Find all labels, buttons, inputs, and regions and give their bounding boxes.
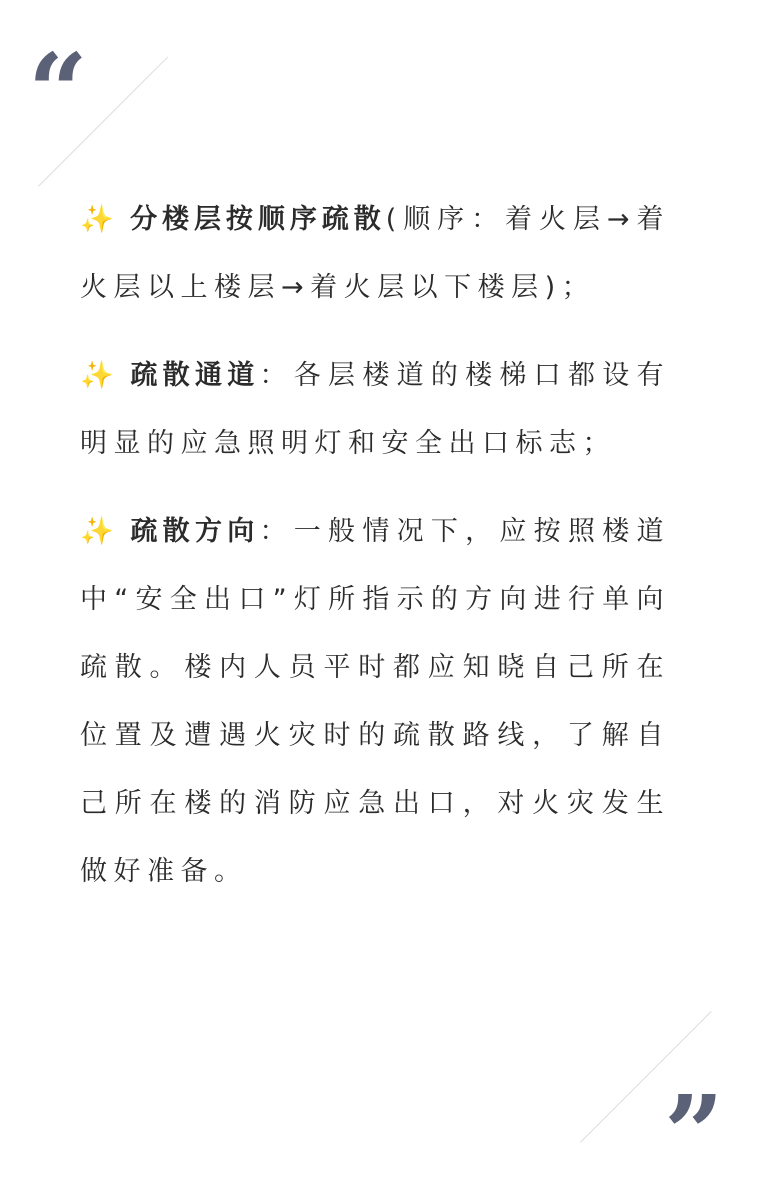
paragraph-heading: 疏散方向 [129,516,260,547]
sparkles-icon: ✨ [80,516,114,547]
paragraph-text: ：各层楼道的楼梯口都设有明显的应急照明灯和安全出口标志； [80,360,671,459]
close-quote-icon: ” [664,1072,724,1195]
paragraph-evacuation-direction [80,498,670,906]
paragraph-text: ：一般情况下，应按照楼道中“安全出口”灯所指示的方向进行单向疏散。楼内人员平时都应知晓自己所在位置及遭遇火灾时的疏散路线，了解自己所在楼的消防应急出口，对火灾发生做好准备。 [80,516,671,887]
sparkles-icon: ✨ [80,204,114,235]
open-quote-icon: “ [28,30,88,153]
paragraph-evacuation-passage [80,342,670,478]
paragraph-evacuation-order [80,186,670,322]
paragraph-heading: 疏散通道 [129,360,260,391]
paragraph-text: (顺序：着火层→着火层以上楼层→着火层以下楼层)； [80,204,670,303]
paragraph-heading: 分楼层按顺序疏散 [129,204,386,235]
article-content [80,186,670,926]
sparkles-icon: ✨ [80,360,114,391]
